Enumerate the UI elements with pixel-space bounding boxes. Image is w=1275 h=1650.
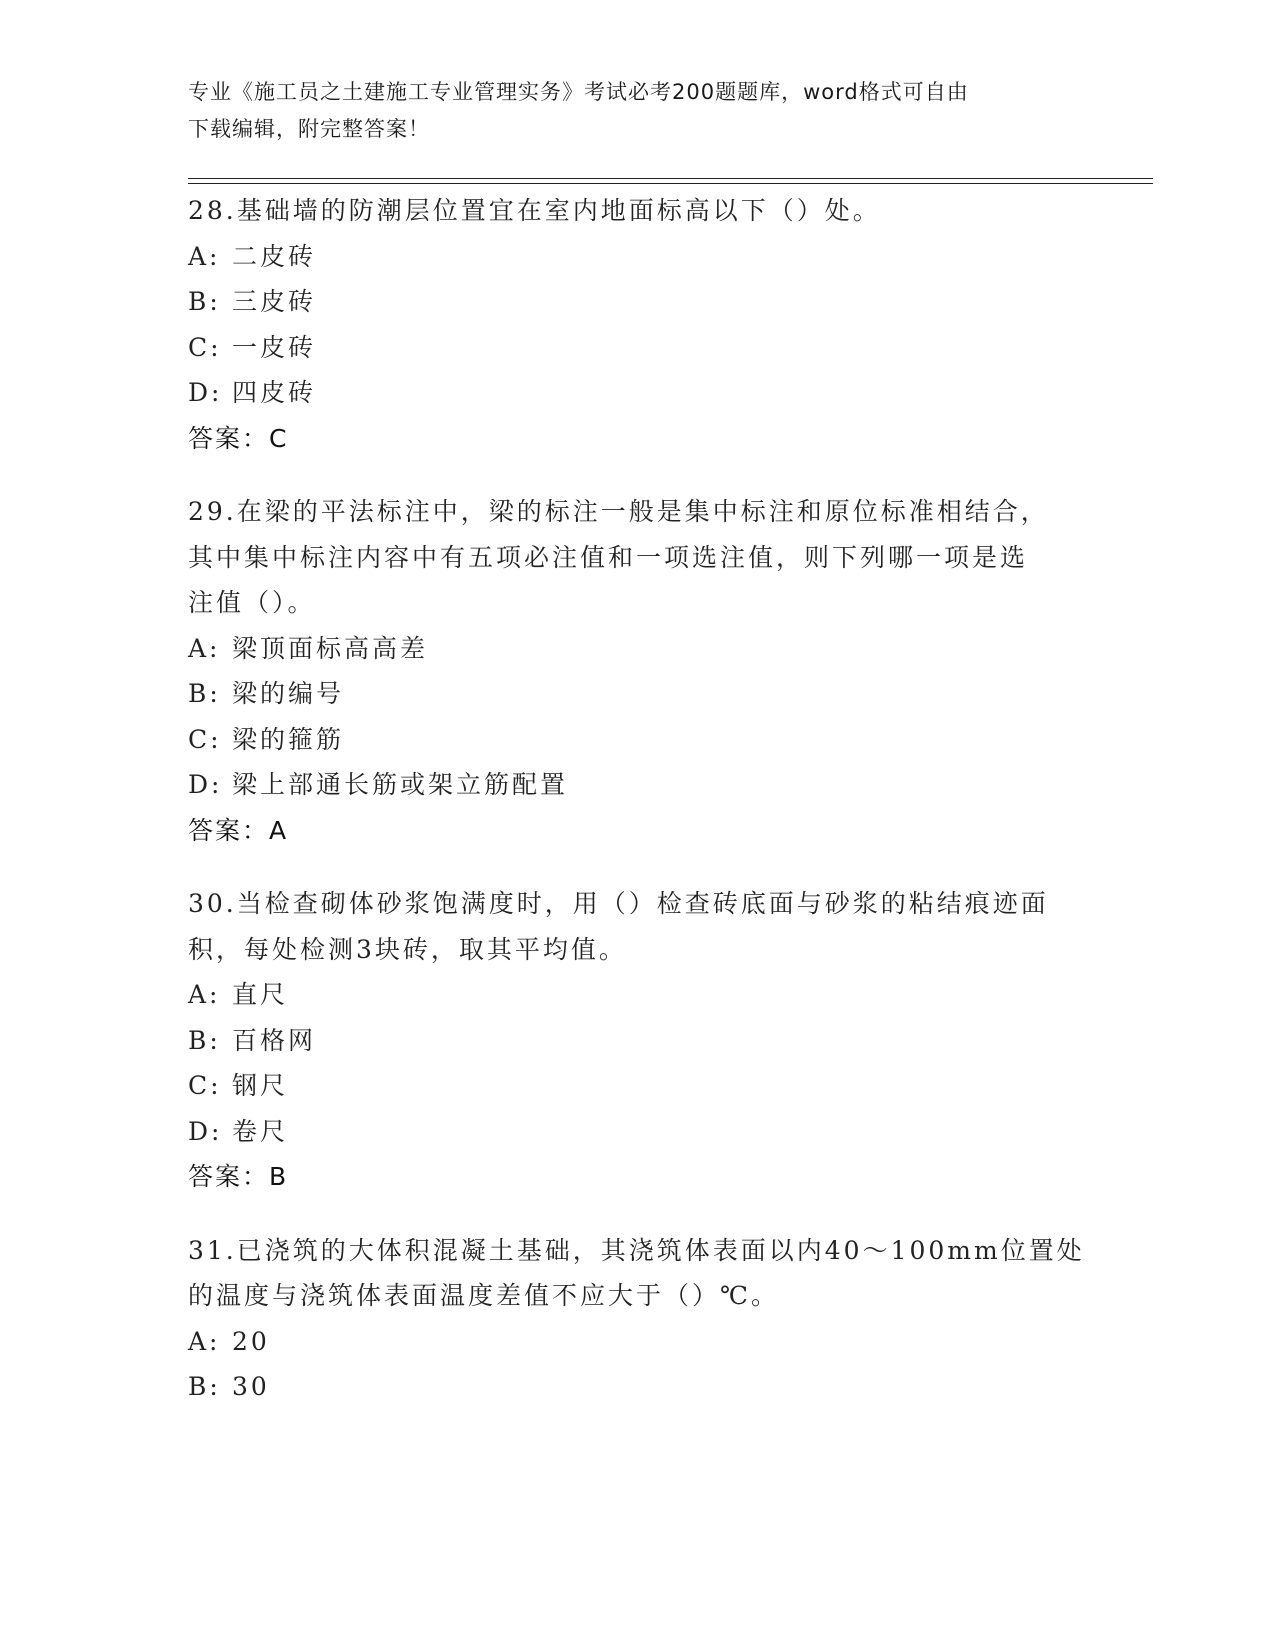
option-text: 一皮砖 [232, 332, 317, 362]
option-key: D: [188, 1116, 223, 1146]
question-stem-line: 29.在梁的平法标注中，梁的标注一般是集中标注和原位标准相结合， [188, 497, 1049, 526]
option-key: C: [188, 724, 222, 754]
answer-option [188, 279, 1088, 325]
header-divider-top [188, 178, 1153, 179]
answer-option [188, 972, 1088, 1018]
option-text: 梁上部通长筋或架立筋配置 [232, 770, 569, 799]
option-text: 梁的编号 [232, 679, 345, 708]
answer-option [188, 626, 1088, 672]
question-block [188, 881, 1088, 1200]
question-stem-line: 积，每处检测3块砖，取其平均值。 [188, 934, 627, 964]
question-stem-line: 31.已浇筑的大体积混凝土基础，其浇筑体表面以内40～100mm位置处 [188, 1235, 1085, 1265]
question-stem-line: 28.基础墙的防潮层位置宜在室内地面标高以下（）处。 [188, 196, 881, 225]
option-text: 直尺 [232, 980, 289, 1009]
question-stem-line: 其中集中标注内容中有五项必注值和一项选注值，则下列哪一项是选 [188, 542, 1029, 572]
option-key: B: [188, 679, 221, 708]
option-text: 二皮砖 [232, 241, 317, 271]
option-text: 20 [232, 1326, 270, 1356]
option-text: 四皮砖 [232, 378, 317, 407]
answer-key: 答案：A [188, 815, 289, 845]
option-key: B: [188, 287, 221, 316]
option-text: 钢尺 [232, 1071, 289, 1100]
answer-option [188, 1319, 1088, 1365]
answer-option [188, 671, 1088, 717]
answer-option [188, 1063, 1088, 1109]
answer-option [188, 1018, 1088, 1064]
answer-option [188, 717, 1088, 763]
header-line-1: 专业《施工员之土建施工专业管理实务》考试必考200题题库，word格式可自由 [188, 80, 969, 104]
option-key: B: [188, 1025, 221, 1055]
option-key: C: [188, 332, 222, 362]
question-stem-line: 注值（）。 [188, 588, 316, 617]
answer-option [188, 370, 1088, 416]
option-key: A: [188, 633, 221, 663]
option-key: D: [188, 770, 223, 799]
option-key: A: [188, 241, 221, 271]
answer-key: 答案：B [188, 1162, 289, 1191]
option-key: A: [188, 1326, 221, 1356]
question-list [188, 188, 1088, 1438]
option-text: 百格网 [232, 1025, 317, 1055]
option-text: 三皮砖 [232, 287, 317, 316]
answer-option [188, 1109, 1088, 1155]
answer-option [188, 1364, 1088, 1410]
option-text: 30 [232, 1372, 270, 1401]
option-text: 梁顶面标高高差 [232, 633, 429, 663]
option-key: B: [188, 1372, 221, 1401]
question-block [188, 489, 1088, 853]
answer-option [188, 325, 1088, 371]
answer-option [188, 234, 1088, 280]
question-block [188, 188, 1088, 461]
question-stem-line: 30.当检查砌体砂浆饱满度时，用（）检查砖底面与砂浆的粘结痕迹面 [188, 889, 1049, 918]
header-divider-bottom [188, 183, 1153, 184]
option-key: C: [188, 1071, 222, 1100]
question-block [188, 1228, 1088, 1410]
document-header [188, 74, 1088, 148]
header-line-2: 下载编辑，附完整答案！ [188, 117, 430, 141]
option-text: 梁的箍筋 [232, 724, 345, 754]
option-key: D: [188, 378, 223, 407]
option-text: 卷尺 [232, 1116, 289, 1146]
answer-key: 答案：C [188, 423, 289, 453]
question-stem-line: 的温度与浇筑体表面温度差值不应大于（）℃。 [188, 1281, 779, 1310]
option-key: A: [188, 980, 221, 1009]
answer-option [188, 762, 1088, 808]
